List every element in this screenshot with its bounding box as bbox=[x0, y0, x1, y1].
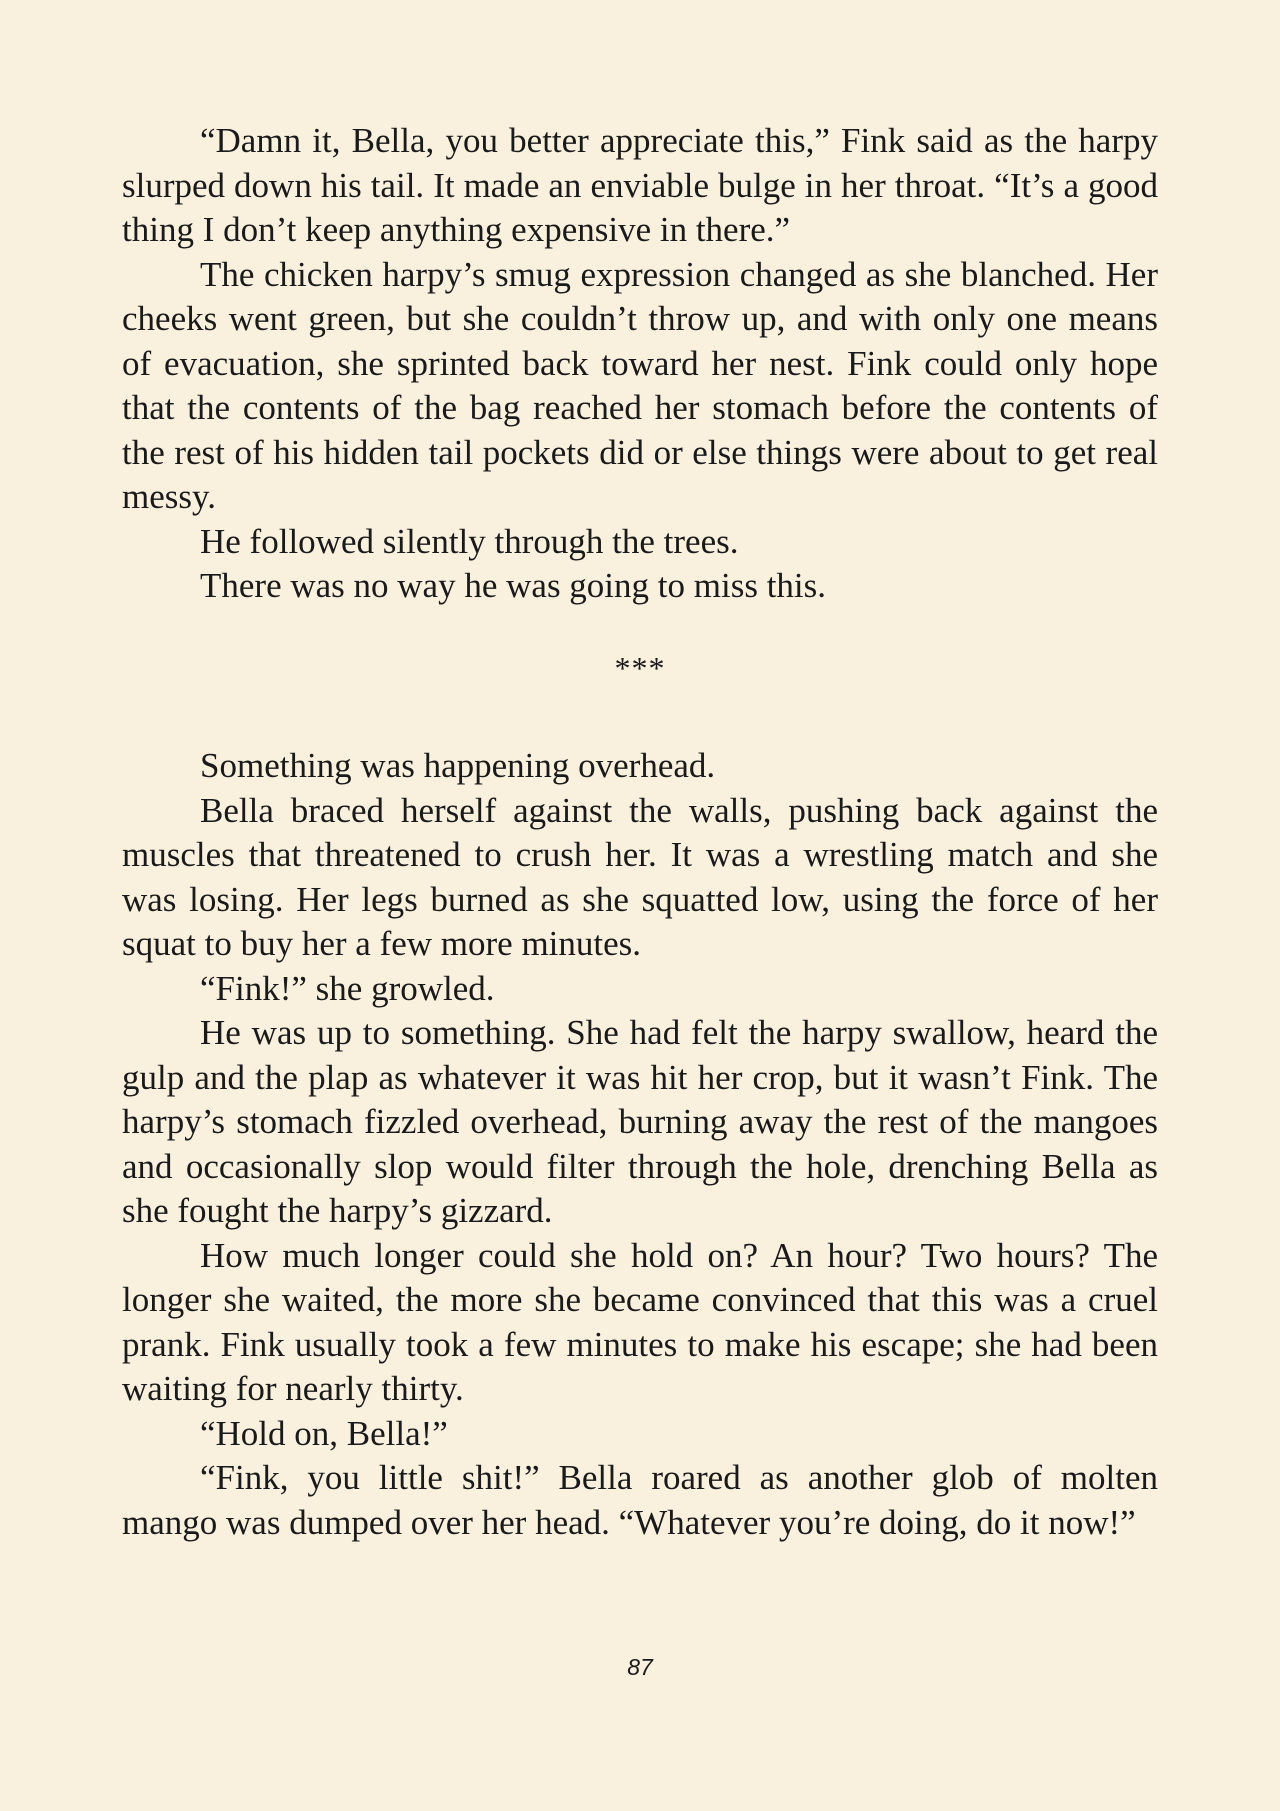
page-number: 87 bbox=[627, 1654, 653, 1680]
paragraph: Something was happening overhead. bbox=[200, 746, 716, 785]
paragraph: He was up to something. She had felt the harpy swallow, heard the gulp and the plap as whatever it was hit her crop, but it wasn’t Fink. The harpy’s stomach fizzled overhead, burning away the rest of the mangoes and occasionally slop would filter through the hole, drenching Bella as she fought the harpy’s gizzard. bbox=[122, 1013, 1158, 1230]
paragraph: He followed silently through the trees. bbox=[200, 521, 739, 561]
text-block-after-break bbox=[122, 744, 1158, 1545]
paragraph: How much longer could she hold on? An hour? Two hours? The longer she waited, the more she became convinced that this was a cruel prank. Fink usually took a few minutes to make his escape; she had been waiting for nearly thirty. bbox=[122, 1235, 1158, 1408]
paragraph: “Hold on, Bella!” bbox=[200, 1413, 448, 1453]
paragraph: “Fink!” she growled. bbox=[200, 968, 495, 1008]
paragraph: There was no way he was going to miss this. bbox=[200, 566, 827, 605]
paragraph: “Damn it, Bella, you better appreciate this,” Fink said as the harpy slurped down his tail. It made an enviable bulge in her throat. “It’s a good thing I don’t keep anything expensive in there.” bbox=[122, 121, 1158, 249]
paragraph: The chicken harpy’s smug expression changed as she blanched. Her cheeks went green, but she couldn’t throw up, and with only one means of evacuation, she sprinted back toward her nest. Fink could only hope that the contents of the bag reached her stomach before the contents of the rest of his hidden tail pockets did or else things were about to get real messy. bbox=[122, 254, 1158, 516]
paragraph: “Fink, you little shit!” Bella roared as another glob of molten mango was dumped over her head. “Whatever you’re doing, do it now!” bbox=[122, 1458, 1158, 1542]
text-block-before-break bbox=[122, 119, 1158, 609]
paragraph: Bella braced herself against the walls, pushing back against the muscles that threatened to crush her. It was a wrestling match and she was losing. Her legs burned as she squatted low, using the force of her squat to buy her a few more minutes. bbox=[122, 790, 1158, 963]
scene-break: *** bbox=[614, 650, 666, 686]
